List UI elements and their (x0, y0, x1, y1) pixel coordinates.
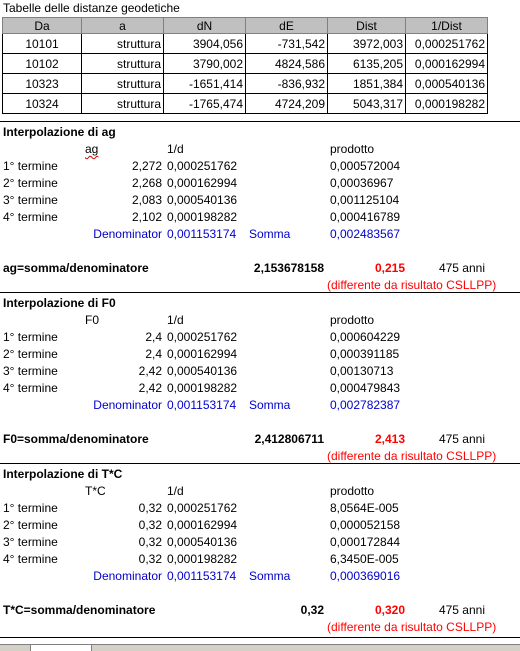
denominator-value[interactable]: 0,001153174 (167, 227, 237, 241)
dist-value-cell[interactable]: 3972,003 (328, 34, 406, 54)
denominator-value[interactable]: 0,001153174 (167, 569, 237, 583)
denominator-label[interactable]: Denominator (93, 227, 162, 241)
variable-label[interactable]: F0 (85, 313, 100, 327)
header-a[interactable]: a (82, 17, 164, 34)
dist-table-header (0, 17, 520, 34)
title-row (0, 0, 520, 17)
denominator-label[interactable]: Denominator (93, 569, 162, 583)
difference-note[interactable]: (differente da risultato CSLLPP) (327, 278, 497, 292)
term-value[interactable]: 2,272 (131, 159, 162, 173)
section-title-row (0, 295, 520, 312)
term-label[interactable]: 2° termine (3, 347, 58, 361)
variable-label[interactable]: ag (85, 142, 99, 156)
term-label[interactable]: 1° termine (3, 159, 58, 173)
to-name-cell[interactable]: struttura (82, 34, 164, 54)
term-product[interactable]: 0,000479843 (330, 381, 401, 395)
term-row (0, 209, 520, 226)
term-row (0, 192, 520, 209)
result-label[interactable]: ag=somma/denominatore (3, 261, 149, 275)
header-dist[interactable]: Dist (328, 17, 406, 34)
sum-value[interactable]: 0,000369016 (330, 569, 401, 583)
term-inv-distance[interactable]: 0,000198282 (167, 210, 238, 224)
inv-dist-value-cell[interactable]: 0,000540136 (406, 74, 488, 94)
result-label[interactable]: F0=somma/denominatore (3, 432, 149, 446)
term-product[interactable]: 0,000604229 (330, 330, 401, 344)
term-row (0, 158, 520, 175)
de-value-cell[interactable]: 4724,209 (246, 94, 328, 114)
term-inv-distance[interactable]: 0,000540136 (167, 364, 238, 378)
result-value[interactable]: 0,32 (300, 603, 324, 617)
dist-table-row (0, 34, 520, 54)
section-title[interactable]: Interpolazione di ag (3, 125, 116, 139)
term-inv-distance[interactable]: 0,000162994 (167, 347, 238, 361)
dist-value-cell[interactable]: 6135,205 (328, 54, 406, 74)
term-label[interactable]: 2° termine (3, 176, 58, 190)
from-id-cell[interactable]: 10101 (2, 34, 82, 54)
from-id-cell[interactable]: 10323 (2, 74, 82, 94)
section-divider (0, 463, 520, 464)
return-period[interactable]: 475 anni (438, 261, 485, 275)
term-label[interactable]: 1° termine (3, 501, 58, 515)
denominator-label[interactable]: Denominator (93, 398, 162, 412)
term-inv-distance[interactable]: 0,000251762 (167, 159, 238, 173)
difference-note[interactable]: (differente da risultato CSLLPP) (327, 620, 497, 634)
section-divider (0, 292, 520, 293)
from-id-cell[interactable]: 10102 (2, 54, 82, 74)
section-column-header (0, 141, 520, 158)
section-title-row (0, 124, 520, 141)
term-label[interactable]: 4° termine (3, 381, 58, 395)
section-title[interactable]: Interpolazione di T*C (3, 467, 123, 481)
sheet-title[interactable]: Tabelle delle distanze geodetiche (3, 1, 180, 15)
header-dn[interactable]: dN (164, 17, 246, 34)
term-inv-distance[interactable]: 0,000540136 (167, 535, 238, 549)
inv-dist-value-cell[interactable]: 0,000251762 (406, 34, 488, 54)
term-value[interactable]: 0,32 (138, 501, 162, 515)
header-de[interactable]: dE (246, 17, 328, 34)
variable-label[interactable]: T*C (85, 484, 106, 498)
term-inv-distance[interactable]: 0,000251762 (167, 330, 238, 344)
sum-value[interactable]: 0,002483567 (330, 227, 401, 241)
sum-label[interactable]: Somma (249, 227, 291, 241)
rounded-result[interactable]: 2,413 (374, 432, 405, 446)
term-inv-distance[interactable]: 0,000251762 (167, 501, 238, 515)
term-value[interactable]: 2,268 (131, 176, 162, 190)
denominator-row (0, 397, 520, 414)
term-row (0, 363, 520, 380)
result-value[interactable]: 2,412806711 (254, 432, 324, 446)
term-row (0, 380, 520, 397)
return-period[interactable]: 475 anni (438, 432, 485, 446)
product-label[interactable]: prodotto (330, 142, 375, 156)
dn-value-cell[interactable]: -1651,414 (164, 74, 246, 94)
header-inv-dist[interactable]: 1/Dist (406, 17, 488, 34)
result-value[interactable]: 2,153678158 (253, 261, 324, 275)
dist-table-row (0, 94, 520, 114)
de-value-cell[interactable]: -731,542 (246, 34, 328, 54)
term-product[interactable]: 8,0564E-005 (330, 501, 399, 515)
dist-table-row (0, 74, 520, 94)
denominator-row (0, 226, 520, 243)
term-product[interactable]: 0,000172844 (330, 535, 401, 549)
term-value[interactable]: 2,083 (131, 193, 162, 207)
section-column-header (0, 312, 520, 329)
term-inv-distance[interactable]: 0,000198282 (167, 552, 238, 566)
rounded-result[interactable]: 0,320 (374, 603, 405, 617)
difference-note[interactable]: (differente da risultato CSLLPP) (327, 449, 497, 463)
de-value-cell[interactable]: -836,932 (246, 74, 328, 94)
term-row (0, 175, 520, 192)
term-row (0, 534, 520, 551)
inverse-distance-label[interactable]: 1/d (167, 484, 184, 498)
dist-table-row (0, 54, 520, 74)
sum-value[interactable]: 0,002782387 (330, 398, 401, 412)
term-inv-distance[interactable]: 0,000162994 (167, 176, 238, 190)
return-period[interactable]: 475 anni (438, 603, 485, 617)
term-value[interactable]: 2,42 (138, 364, 162, 378)
product-label[interactable]: prodotto (330, 313, 375, 327)
term-product[interactable]: 0,000052158 (330, 518, 401, 532)
sheet-tab[interactable] (30, 645, 92, 651)
inv-dist-value-cell[interactable]: 0,000162994 (406, 54, 488, 74)
term-label[interactable]: 2° termine (3, 518, 58, 532)
term-value[interactable]: 2,102 (131, 210, 162, 224)
term-product[interactable]: 6,3450E-005 (330, 552, 399, 566)
section-divider (0, 637, 520, 638)
term-label[interactable]: 1° termine (3, 330, 58, 344)
sum-label[interactable]: Somma (249, 398, 291, 412)
dn-value-cell[interactable]: -1765,474 (164, 94, 246, 114)
term-row (0, 346, 520, 363)
to-name-cell[interactable]: struttura (82, 54, 164, 74)
term-inv-distance[interactable]: 0,000540136 (167, 193, 238, 207)
section-column-header (0, 483, 520, 500)
result-row (0, 260, 520, 277)
term-value[interactable]: 0,32 (138, 535, 162, 549)
term-inv-distance[interactable]: 0,000162994 (167, 518, 238, 532)
term-value[interactable]: 2,4 (145, 347, 162, 361)
rounded-result[interactable]: 0,215 (374, 261, 405, 275)
from-id-cell[interactable]: 10324 (2, 94, 82, 114)
term-row (0, 517, 520, 534)
denominator-value[interactable]: 0,001153174 (167, 398, 237, 412)
term-value[interactable]: 0,32 (138, 518, 162, 532)
term-product[interactable]: 0,000572004 (330, 159, 401, 173)
term-product[interactable]: 0,000416789 (330, 210, 401, 224)
dn-value-cell[interactable]: 3790,002 (164, 54, 246, 74)
term-row (0, 500, 520, 517)
section-title-row (0, 466, 520, 483)
dn-value-cell[interactable]: 3904,056 (164, 34, 246, 54)
sum-label[interactable]: Somma (249, 569, 291, 583)
term-product[interactable]: 0,00036967 (330, 176, 394, 190)
term-inv-distance[interactable]: 0,000198282 (167, 381, 238, 395)
term-product[interactable]: 0,001125104 (330, 193, 400, 207)
term-label[interactable]: 4° termine (3, 210, 58, 224)
denominator-row (0, 568, 520, 585)
dist-value-cell[interactable]: 5043,317 (328, 94, 406, 114)
term-label[interactable]: 3° termine (3, 535, 58, 549)
inverse-distance-label[interactable]: 1/d (167, 142, 184, 156)
term-value[interactable]: 2,4 (145, 330, 162, 344)
term-label[interactable]: 3° termine (3, 364, 58, 378)
header-da[interactable]: Da (2, 17, 82, 34)
product-label[interactable]: prodotto (330, 484, 375, 498)
dist-value-cell[interactable]: 1851,384 (328, 74, 406, 94)
to-name-cell[interactable]: struttura (82, 94, 164, 114)
result-row (0, 602, 520, 619)
term-value[interactable]: 2,42 (138, 381, 162, 395)
section-divider (0, 121, 520, 122)
term-label[interactable]: 4° termine (3, 552, 58, 566)
result-row (0, 431, 520, 448)
term-product[interactable]: 0,00130713 (330, 364, 394, 378)
term-row (0, 329, 520, 346)
term-value[interactable]: 0,32 (138, 552, 162, 566)
note-row (0, 619, 520, 636)
inv-dist-value-cell[interactable]: 0,000198282 (406, 94, 488, 114)
result-label[interactable]: T*C=somma/denominatore (3, 603, 156, 617)
inverse-distance-label[interactable]: 1/d (167, 313, 184, 327)
section-title[interactable]: Interpolazione di F0 (3, 296, 116, 310)
term-row (0, 551, 520, 568)
term-label[interactable]: 3° termine (3, 193, 58, 207)
de-value-cell[interactable]: 4824,586 (246, 54, 328, 74)
term-product[interactable]: 0,000391185 (330, 347, 400, 361)
to-name-cell[interactable]: struttura (82, 74, 164, 94)
